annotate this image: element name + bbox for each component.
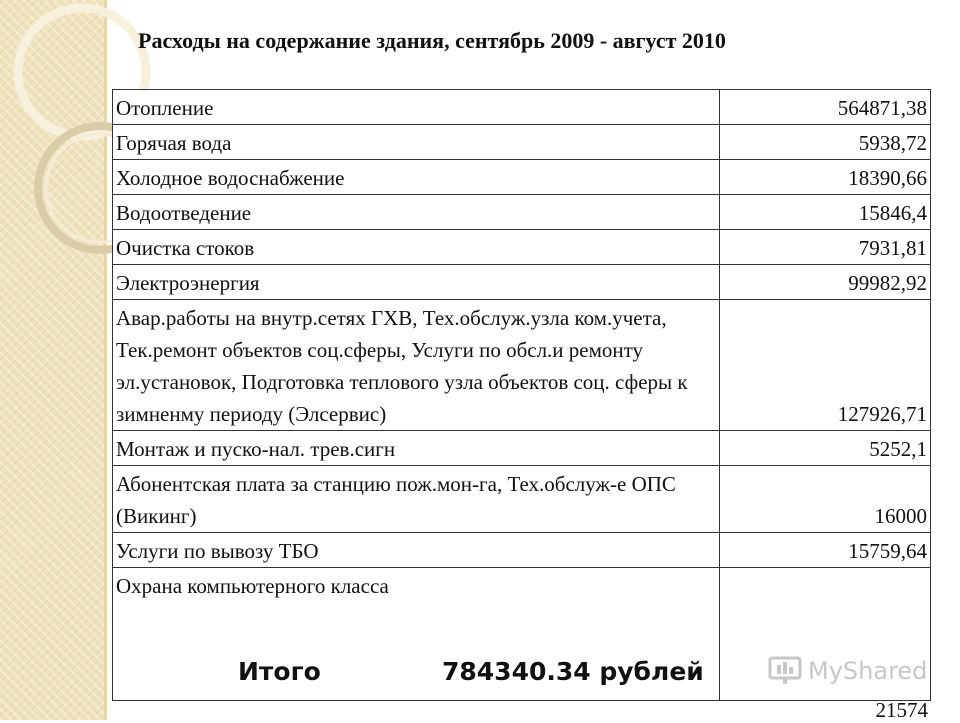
watermark-text: MyShared (808, 657, 928, 685)
table-row (113, 195, 931, 230)
total-label: Итого (238, 657, 321, 686)
table-row (113, 431, 931, 466)
expense-name: Услуги по вывозу ТБО (113, 533, 720, 568)
table-row (113, 466, 931, 533)
total-value: 784340.34 рублей (442, 657, 704, 686)
expense-value: 16000 (720, 466, 931, 533)
expenses-table (112, 89, 931, 701)
expense-name: Очистка стоков (113, 230, 720, 265)
expense-value: 127926,71 (720, 300, 931, 431)
table-row (113, 230, 931, 265)
presentation-icon (768, 656, 802, 686)
expense-name: Отопление (113, 90, 720, 125)
table-row (113, 125, 931, 160)
expense-value: 5252,1 (720, 431, 931, 466)
expense-name: Авар.работы на внутр.сетях ГХВ, Тех.обслуж.узла ком.учета, Тек.ремонт объектов соц.сферы, Услуги по обсл.и ремонту эл.установок, Подготовка теплового узла объектов соц. сферы к зимненму периоду (Элсервис) (113, 300, 720, 431)
table-row (113, 265, 931, 300)
table-row (113, 160, 931, 195)
expense-value: 15759,64 (720, 533, 931, 568)
expense-name: Монтаж и пуско-нал. трев.сигн (113, 431, 720, 466)
expense-name: Абонентская плата за станцию пож.мон-га, Тех.обслуж-е ОПС (Викинг) (113, 466, 720, 533)
expense-name: Холодное водоснабжение (113, 160, 720, 195)
expense-name: Охрана компьютерного класса (113, 568, 720, 701)
watermark (768, 656, 927, 686)
table-row (113, 300, 931, 431)
page-title: Расходы на содержание здания, сентябрь 2009 - август 2010 (138, 28, 726, 53)
expense-value: 564871,38 (720, 90, 931, 125)
expense-name: Водоотведение (113, 195, 720, 230)
expense-value: 5938,72 (720, 125, 931, 160)
expense-value: 7931,81 (720, 230, 931, 265)
table-row (113, 533, 931, 568)
expense-name: Электроэнергия (113, 265, 720, 300)
expense-value: 99982,92 (720, 265, 931, 300)
expense-name: Горячая вода (113, 125, 720, 160)
expense-value: 15846,4 (720, 195, 931, 230)
expense-value: 18390,66 (720, 160, 931, 195)
expense-value-last: 21574 (875, 698, 928, 722)
table-row (113, 90, 931, 125)
